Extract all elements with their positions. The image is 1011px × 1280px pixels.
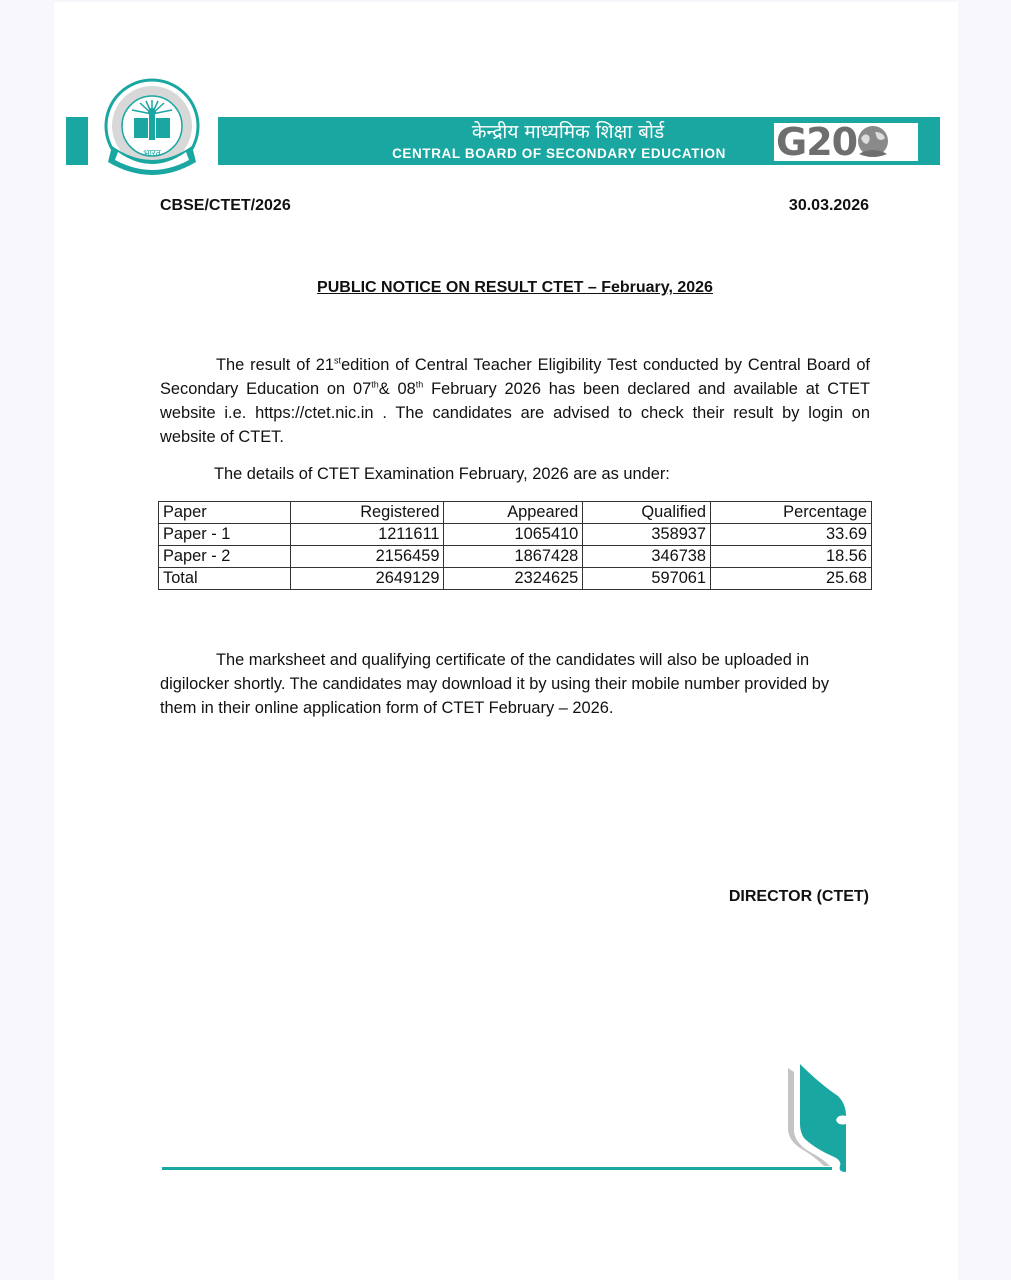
header-registered: Registered: [291, 502, 444, 524]
superscript: th: [415, 379, 424, 390]
cell-paper: Paper - 1: [159, 524, 291, 546]
text-segment: The marksheet and qualifying certificate of the candidates will also be uploaded in digilocker shortly. The candidates may download it by using their mobile number provided by them in their online application form of CTET February – 2026.: [160, 651, 830, 717]
text-segment: edition of Central Teacher Eligibility Test conducted by Central Board of Secondary Education on 07: [160, 356, 870, 398]
table-header-row: [159, 502, 872, 524]
table-row: [159, 546, 872, 568]
results-table: [158, 501, 872, 590]
header-banner: [218, 117, 940, 165]
cell-registered: 2649129: [291, 568, 444, 590]
cell-percentage: 25.68: [711, 568, 872, 590]
paragraph-details-intro: The details of CTET Examination February, 2026 are as under:: [214, 465, 670, 483]
header-left-bar: [66, 117, 88, 165]
cell-percentage: 18.56: [711, 546, 872, 568]
header-percentage: Percentage: [711, 502, 872, 524]
g20-logo: [774, 120, 918, 164]
svg-text:भारत: भारत: [143, 149, 161, 159]
superscript: th: [371, 379, 379, 390]
cell-appeared: 1867428: [444, 546, 583, 568]
cell-percentage: 33.69: [711, 524, 872, 546]
reference-number: CBSE/CTET/2026: [160, 197, 291, 214]
notice-title: PUBLIC NOTICE ON RESULT CTET – February, 2026: [317, 279, 713, 296]
text-segment: February 2026 has been declared and available at CTET website i.e. https://ctet.nic.in . The candidates are advised to check their result by login on website of CTET.: [160, 380, 871, 446]
cell-qualified: 597061: [583, 568, 711, 590]
org-name-english: CENTRAL BOARD OF SECONDARY EDUCATION: [392, 146, 726, 161]
cell-qualified: 346738: [583, 546, 711, 568]
table-row: [159, 524, 872, 546]
cell-registered: 2156459: [291, 546, 444, 568]
paragraph-digilocker: [160, 648, 870, 720]
table-row-total: [159, 568, 872, 590]
header-appeared: Appeared: [444, 502, 583, 524]
superscript: st: [334, 355, 342, 366]
cell-paper: Total: [159, 568, 291, 590]
book-logo-icon: [780, 1062, 856, 1174]
cbse-emblem-icon: [92, 76, 212, 188]
text-segment: & 08: [378, 380, 416, 398]
org-name-hindi: केन्द्रीय माध्यमिक शिक्षा बोर्ड: [471, 121, 665, 143]
cell-paper: Paper - 2: [159, 546, 291, 568]
cell-appeared: 1065410: [444, 524, 583, 546]
header-paper: Paper: [159, 502, 291, 524]
paragraph-result-declaration: [160, 353, 870, 449]
notice-date: 30.03.2026: [788, 197, 869, 214]
header-qualified: Qualified: [583, 502, 711, 524]
g20-label: G20: [776, 120, 858, 164]
g20-globe-icon: [855, 124, 891, 160]
signatory: DIRECTOR (CTET): [728, 888, 869, 905]
cell-registered: 1211611: [291, 524, 444, 546]
cell-appeared: 2324625: [444, 568, 583, 590]
text-segment: The result of 21: [216, 356, 335, 374]
footer-divider: [162, 1167, 832, 1170]
cell-qualified: 358937: [583, 524, 711, 546]
